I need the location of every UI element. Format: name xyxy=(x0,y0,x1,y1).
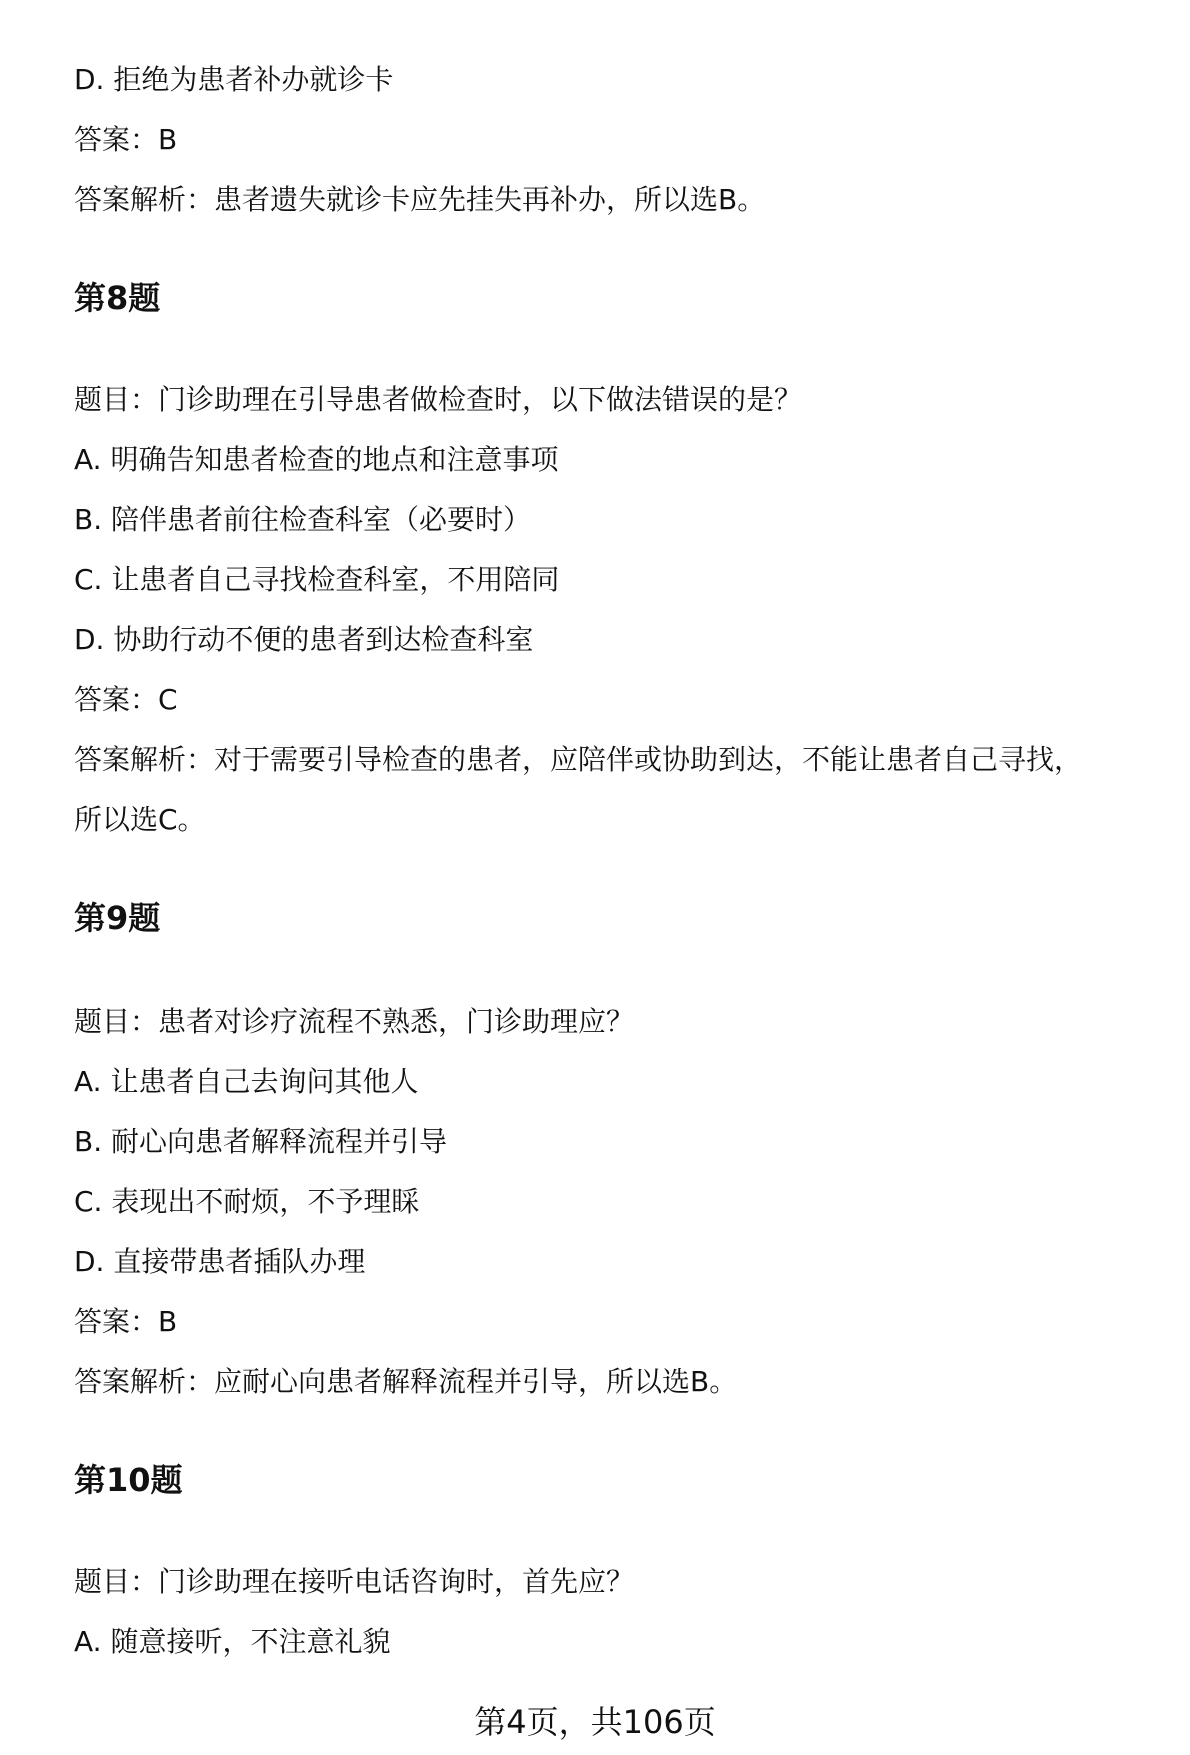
option-d: D. 协助行动不便的患者到达检查科室 xyxy=(74,623,534,656)
answer: 答案：B xyxy=(74,1305,178,1338)
question-stem: 题目：门诊助理在引导患者做检查时，以下做法错误的是？ xyxy=(74,383,803,416)
answer-analysis: 答案解析：对于需要引导检查的患者，应陪伴或协助到达，不能让患者自己寻找， xyxy=(74,743,1083,776)
answer-analysis-continued: 所以选C。 xyxy=(74,803,206,836)
option-a: A. 明确告知患者检查的地点和注意事项 xyxy=(74,443,559,476)
option-a: A. 随意接听，不注意礼貌 xyxy=(74,1625,391,1658)
question-heading: 第10题 xyxy=(74,1461,183,1499)
answer: 答案：C xyxy=(74,683,178,716)
option-b: B. 陪伴患者前往检查科室（必要时） xyxy=(74,503,532,536)
option-a: A. 让患者自己去询问其他人 xyxy=(74,1065,419,1098)
option-c: C. 让患者自己寻找检查科室，不用陪同 xyxy=(74,563,560,596)
option-b: B. 耐心向患者解释流程并引导 xyxy=(74,1125,448,1158)
page-footer: 第4页，共106页 xyxy=(474,1703,716,1741)
answer: 答案：B xyxy=(74,123,178,156)
answer-analysis: 答案解析：患者遗失就诊卡应先挂失再补办，所以选B。 xyxy=(74,183,766,216)
question-heading: 第8题 xyxy=(74,279,161,317)
question-stem: 题目：门诊助理在接听电话咨询时，首先应？ xyxy=(74,1565,635,1598)
option-c: C. 表现出不耐烦，不予理睬 xyxy=(74,1185,420,1218)
question-heading: 第9题 xyxy=(74,899,161,937)
answer-analysis: 答案解析：应耐心向患者解释流程并引导，所以选B。 xyxy=(74,1365,738,1398)
option-d: D. 直接带患者插队办理 xyxy=(74,1245,366,1278)
option-d: D. 拒绝为患者补办就诊卡 xyxy=(74,63,394,96)
question-stem: 题目：患者对诊疗流程不熟悉，门诊助理应？ xyxy=(74,1005,635,1038)
